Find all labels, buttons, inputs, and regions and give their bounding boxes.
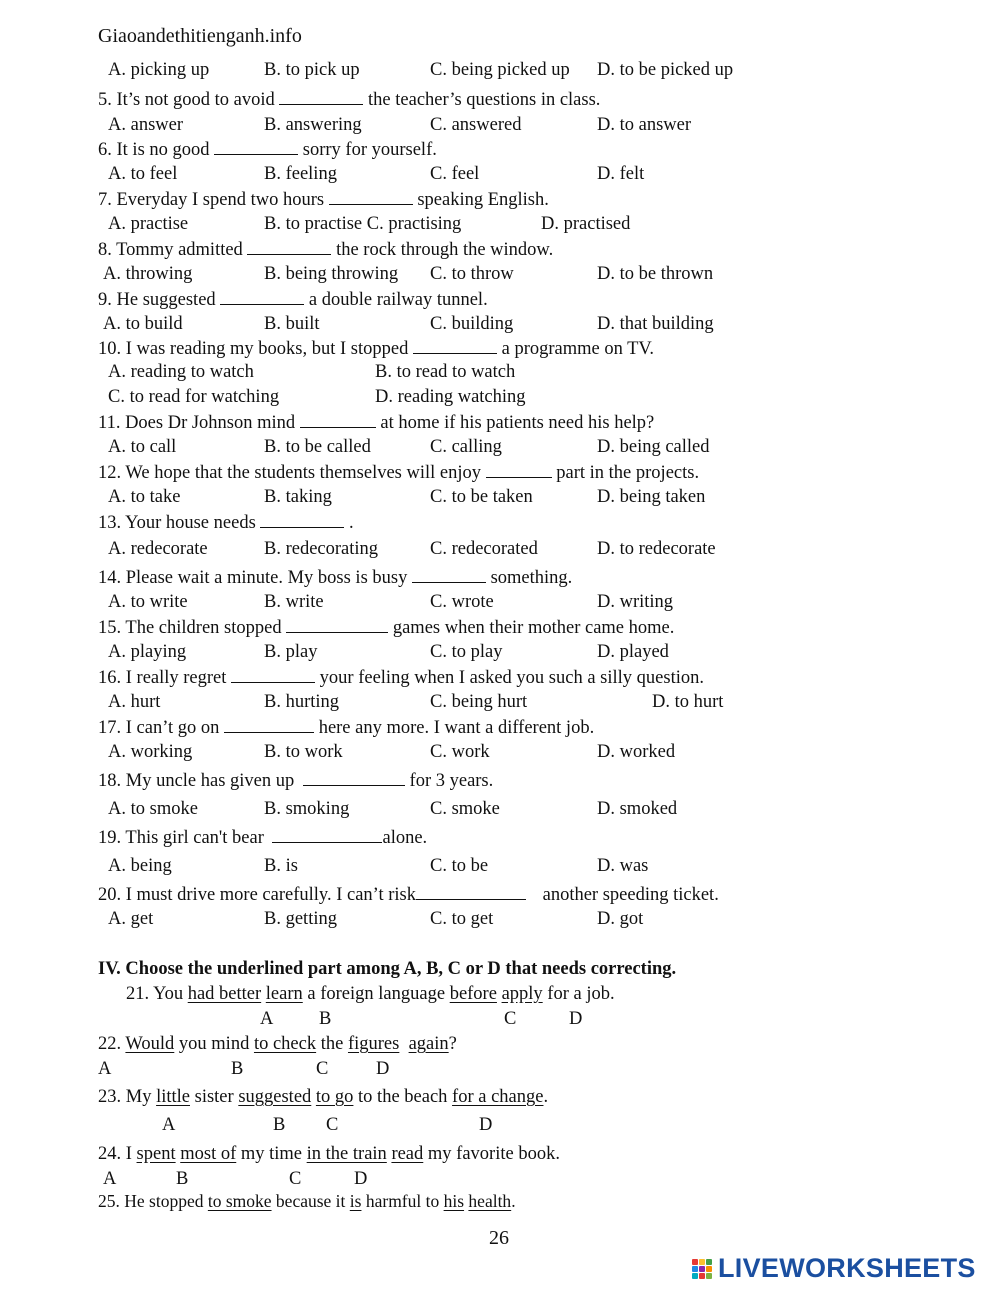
- q14-option-d: D. writing: [597, 592, 674, 612]
- q9-option-d: D. that building: [597, 314, 714, 334]
- q20-text-b: another speeding ticket.: [542, 885, 719, 905]
- q22-text-2: the: [320, 1034, 344, 1054]
- q8-option-a: A. throwing: [103, 264, 193, 284]
- q14-text-a: 14. Please wait a minute. My boss is busy: [98, 568, 408, 588]
- q5-option-b: B. answering: [264, 115, 362, 135]
- q23-text-1: 23. My: [98, 1087, 152, 1107]
- site-header: Giaoandethitienganh.info: [98, 25, 302, 47]
- q22-part-a[interactable]: Would: [125, 1034, 175, 1054]
- q25-part-c[interactable]: his: [443, 1191, 465, 1211]
- q10-option-a: A. reading to watch: [108, 362, 254, 382]
- q25-text-1: 25. He stopped: [98, 1191, 204, 1211]
- question-8: [98, 240, 553, 260]
- q4-option-d: D. to be picked up: [597, 60, 734, 80]
- question-19: [98, 828, 427, 848]
- question-9: [98, 290, 488, 310]
- q5-text-a: 5. It’s not good to avoid: [98, 90, 275, 110]
- q18-text-b: for 3 years.: [409, 771, 494, 791]
- q23-part-a[interactable]: little: [156, 1087, 190, 1107]
- q4-option-c: C. being picked up: [430, 60, 570, 80]
- q24-letter-b: B: [176, 1169, 189, 1189]
- q25-text-3: harmful to: [365, 1191, 440, 1211]
- q25-part-d[interactable]: health: [468, 1191, 512, 1211]
- q8-text-b: the rock through the window.: [336, 240, 554, 260]
- q19-text-b: alone.: [382, 828, 428, 848]
- q7-blank[interactable]: [329, 190, 413, 205]
- q4-option-b: B. to pick up: [264, 60, 360, 80]
- q16-option-b: B. hurting: [264, 692, 340, 712]
- q11-text-b: at home if his patients need his help?: [380, 413, 655, 433]
- q5-option-d: D. to answer: [597, 115, 692, 135]
- q13-option-a: A. redecorate: [108, 539, 208, 559]
- q11-option-d: D. being called: [597, 437, 710, 457]
- q6-option-b: B. feeling: [264, 164, 337, 184]
- q14-option-c: C. wrote: [430, 592, 494, 612]
- q20-option-b: B. getting: [264, 909, 337, 929]
- q13-text-b: .: [349, 513, 354, 533]
- q12-option-b: B. taking: [264, 487, 332, 507]
- q25-text-4: .: [511, 1191, 516, 1211]
- q8-text-a: 8. Tommy admitted: [98, 240, 243, 260]
- q20-blank[interactable]: [416, 885, 526, 900]
- q19-option-a: A. being: [108, 856, 172, 876]
- logo-tile-icon: [699, 1259, 705, 1265]
- q12-option-a: A. to take: [108, 487, 181, 507]
- question-14: [98, 568, 572, 588]
- q9-option-c: C. building: [430, 314, 514, 334]
- q14-blank[interactable]: [412, 568, 486, 583]
- question-25: [98, 1193, 516, 1211]
- logo-tile-icon: [706, 1259, 712, 1265]
- q25-part-b[interactable]: is: [349, 1191, 362, 1211]
- q11-option-a: A. to call: [108, 437, 177, 457]
- q14-option-b: B. write: [264, 592, 324, 612]
- q6-blank[interactable]: [214, 140, 298, 155]
- q22-letter-a: A: [98, 1059, 112, 1079]
- q21-letter-b: B: [319, 1009, 332, 1029]
- logo-tile-icon: [692, 1273, 698, 1279]
- q12-text-a: 12. We hope that the students themselves will enjoy: [98, 463, 482, 483]
- q9-text-a: 9. He suggested: [98, 290, 216, 310]
- logo-tile-icon: [706, 1266, 712, 1272]
- question-20: [98, 885, 719, 905]
- question-22: [98, 1035, 457, 1054]
- q23-letter-d: D: [479, 1115, 493, 1135]
- q12-option-c: C. to be taken: [430, 487, 533, 507]
- q21-text-3: for a job.: [547, 984, 615, 1004]
- q15-text-b: games when their mother came home.: [392, 618, 675, 638]
- q19-blank[interactable]: [272, 828, 382, 843]
- q21-part-c[interactable]: before: [449, 984, 497, 1004]
- q10-text-a: 10. I was reading my books, but I stopped: [98, 339, 409, 359]
- question-10: [98, 339, 654, 359]
- q11-blank[interactable]: [300, 413, 376, 428]
- q16-text-a: 16. I really regret: [98, 668, 227, 688]
- q11-option-b: B. to be called: [264, 437, 371, 457]
- q19-option-d: D. was: [597, 856, 649, 876]
- q12-option-d: D. being taken: [597, 487, 706, 507]
- q18-blank[interactable]: [303, 771, 405, 786]
- q16-blank[interactable]: [231, 668, 315, 683]
- section-4-title: IV. Choose the underlined part among A, B, C or D that needs correcting.: [98, 959, 677, 979]
- liveworksheets-logo[interactable]: [692, 1255, 976, 1282]
- q10-option-b: B. to read to watch: [375, 362, 516, 382]
- question-7: [98, 190, 549, 210]
- q7-option-d: D. practised: [541, 214, 631, 234]
- question-6: [98, 140, 437, 160]
- q17-blank[interactable]: [224, 718, 314, 733]
- logo-text: LIVEWORKSHEETS: [718, 1253, 976, 1283]
- q8-blank[interactable]: [247, 240, 331, 255]
- q6-text-a: 6. It is no good: [98, 140, 210, 160]
- q9-option-b: B. built: [264, 314, 320, 334]
- q19-option-c: C. to be: [430, 856, 489, 876]
- q22-part-b[interactable]: to check: [253, 1034, 317, 1054]
- q7-option-bc: B. to practise C. practising: [264, 214, 462, 234]
- q12-blank[interactable]: [486, 463, 552, 478]
- question-16: [98, 668, 704, 688]
- q20-option-d: D. got: [597, 909, 644, 929]
- q22-letter-c: C: [316, 1059, 329, 1079]
- q15-option-a: A. playing: [108, 642, 187, 662]
- q9-blank[interactable]: [220, 290, 304, 305]
- q7-text-b: speaking English.: [417, 190, 549, 210]
- question-5: [98, 90, 600, 110]
- q11-text-a: 11. Does Dr Johnson mind: [98, 413, 296, 433]
- q24-text-3: my favorite book.: [427, 1144, 560, 1164]
- q21-part-a[interactable]: had better: [187, 984, 262, 1004]
- q11-option-c: C. calling: [430, 437, 502, 457]
- q16-text-b: your feeling when I asked you such a silly question.: [319, 668, 704, 688]
- q21-letter-d: D: [569, 1009, 583, 1029]
- q21-letter-a: A: [260, 1009, 274, 1029]
- q22-text-1: you mind: [178, 1034, 250, 1054]
- q6-option-a: A. to feel: [108, 164, 178, 184]
- q22-letter-b: B: [231, 1059, 244, 1079]
- q16-option-c: C. being hurt: [430, 692, 528, 712]
- q13-text-a: 13. Your house needs: [98, 513, 256, 533]
- q18-option-a: A. to smoke: [108, 799, 198, 819]
- question-13: [98, 513, 354, 533]
- q24-part-c[interactable]: in the train: [306, 1144, 387, 1164]
- q21-text-2: a foreign language: [307, 984, 446, 1004]
- q8-option-c: C. to throw: [430, 264, 514, 284]
- q24-letter-c: C: [289, 1169, 302, 1189]
- q16-option-a: A. hurt: [108, 692, 161, 712]
- q23-text-4: .: [543, 1087, 549, 1107]
- question-21: [126, 985, 615, 1004]
- q21-letter-c: C: [504, 1009, 517, 1029]
- q24-letter-d: D: [354, 1169, 368, 1189]
- question-15: [98, 618, 674, 638]
- logo-tile-icon: [692, 1266, 698, 1272]
- q9-option-a: A. to build: [103, 314, 183, 334]
- q6-text-b: sorry for yourself.: [302, 140, 437, 160]
- q13-option-c: C. redecorated: [430, 539, 538, 559]
- q5-option-a: A. answer: [108, 115, 184, 135]
- q23-part-d[interactable]: for a change: [452, 1087, 544, 1107]
- q5-option-c: C. answered: [430, 115, 522, 135]
- q20-option-a: A. get: [108, 909, 154, 929]
- q20-text-a: 20. I must drive more carefully. I can’t risk: [98, 885, 416, 905]
- q19-option-b: B. is: [264, 856, 298, 876]
- q13-option-b: B. redecorating: [264, 539, 379, 559]
- question-18: [98, 771, 493, 791]
- q22-letter-d: D: [376, 1059, 390, 1079]
- q18-option-d: D. smoked: [597, 799, 678, 819]
- question-24: [98, 1145, 560, 1164]
- q21-part-d[interactable]: apply: [501, 984, 543, 1004]
- q17-option-d: D. worked: [597, 742, 676, 762]
- q23-part-b[interactable]: suggested: [238, 1087, 312, 1107]
- q21-text-1: 21. You: [126, 984, 184, 1004]
- q15-option-d: D. played: [597, 642, 669, 662]
- q6-option-c: C. feel: [430, 164, 480, 184]
- q5-text-b: the teacher’s questions in class.: [368, 90, 601, 110]
- logo-tile-icon: [699, 1266, 705, 1272]
- q19-text-a: 19. This girl can't bear: [98, 828, 264, 848]
- q20-option-c: C. to get: [430, 909, 494, 929]
- q24-part-a[interactable]: spent: [136, 1144, 176, 1164]
- q24-part-b[interactable]: most of: [180, 1144, 237, 1164]
- q17-text-a: 17. I can’t go on: [98, 718, 220, 738]
- q10-option-d: D. reading watching: [375, 387, 526, 407]
- q23-part-c[interactable]: to go: [315, 1087, 354, 1107]
- question-12: [98, 463, 699, 483]
- q14-text-b: something.: [490, 568, 573, 588]
- question-17: [98, 718, 594, 738]
- q13-blank[interactable]: [260, 513, 344, 528]
- q18-text-a: 18. My uncle has given up: [98, 771, 295, 791]
- q5-blank[interactable]: [279, 90, 363, 105]
- q17-option-a: A. working: [108, 742, 193, 762]
- q22-number: 22.: [98, 1034, 122, 1054]
- q18-option-b: B. smoking: [264, 799, 350, 819]
- q22-part-c[interactable]: figures: [347, 1034, 400, 1054]
- q4-option-a: A. picking up: [108, 60, 210, 80]
- q15-blank[interactable]: [286, 618, 388, 633]
- question-11: [98, 413, 654, 433]
- q22-text-3: ?: [448, 1034, 457, 1054]
- q10-option-c: C. to read for watching: [108, 387, 280, 407]
- logo-grid-icon: [692, 1259, 712, 1279]
- q24-part-d[interactable]: read: [391, 1144, 424, 1164]
- q15-option-c: C. to play: [430, 642, 503, 662]
- logo-tile-icon: [699, 1273, 705, 1279]
- q24-text-1: 24. I: [98, 1144, 132, 1164]
- q25-text-2: because it: [275, 1191, 346, 1211]
- q22-part-d[interactable]: again: [408, 1034, 449, 1054]
- q25-part-a[interactable]: to smoke: [207, 1191, 272, 1211]
- q24-letter-a: A: [103, 1169, 117, 1189]
- q21-part-b[interactable]: learn: [265, 984, 303, 1004]
- q8-option-b: B. being throwing: [264, 264, 399, 284]
- q10-text-b: a programme on TV.: [501, 339, 655, 359]
- q23-letter-c: C: [326, 1115, 339, 1135]
- page-number: 26: [489, 1227, 509, 1249]
- q23-text-2: sister: [194, 1087, 234, 1107]
- q15-text-a: 15. The children stopped: [98, 618, 282, 638]
- q15-option-b: B. play: [264, 642, 318, 662]
- q17-option-b: B. to work: [264, 742, 343, 762]
- q14-option-a: A. to write: [108, 592, 188, 612]
- question-23: [98, 1088, 548, 1107]
- q23-letter-a: A: [162, 1115, 176, 1135]
- q18-option-c: C. smoke: [430, 799, 500, 819]
- q13-option-d: D. to redecorate: [597, 539, 716, 559]
- q6-option-d: D. felt: [597, 164, 645, 184]
- q17-option-c: C. work: [430, 742, 490, 762]
- logo-tile-icon: [706, 1273, 712, 1279]
- q7-option-a: A. practise: [108, 214, 189, 234]
- q24-text-2: my time: [240, 1144, 303, 1164]
- q10-blank[interactable]: [413, 339, 497, 354]
- q23-text-3: to the beach: [358, 1087, 448, 1107]
- q8-option-d: D. to be thrown: [597, 264, 714, 284]
- q12-text-b: part in the projects.: [556, 463, 700, 483]
- logo-tile-icon: [692, 1259, 698, 1265]
- q9-text-b: a double railway tunnel.: [308, 290, 488, 310]
- q16-option-d: D. to hurt: [652, 692, 724, 712]
- q17-text-b: here any more. I want a different job.: [318, 718, 595, 738]
- q7-text-a: 7. Everyday I spend two hours: [98, 190, 325, 210]
- q23-letter-b: B: [273, 1115, 286, 1135]
